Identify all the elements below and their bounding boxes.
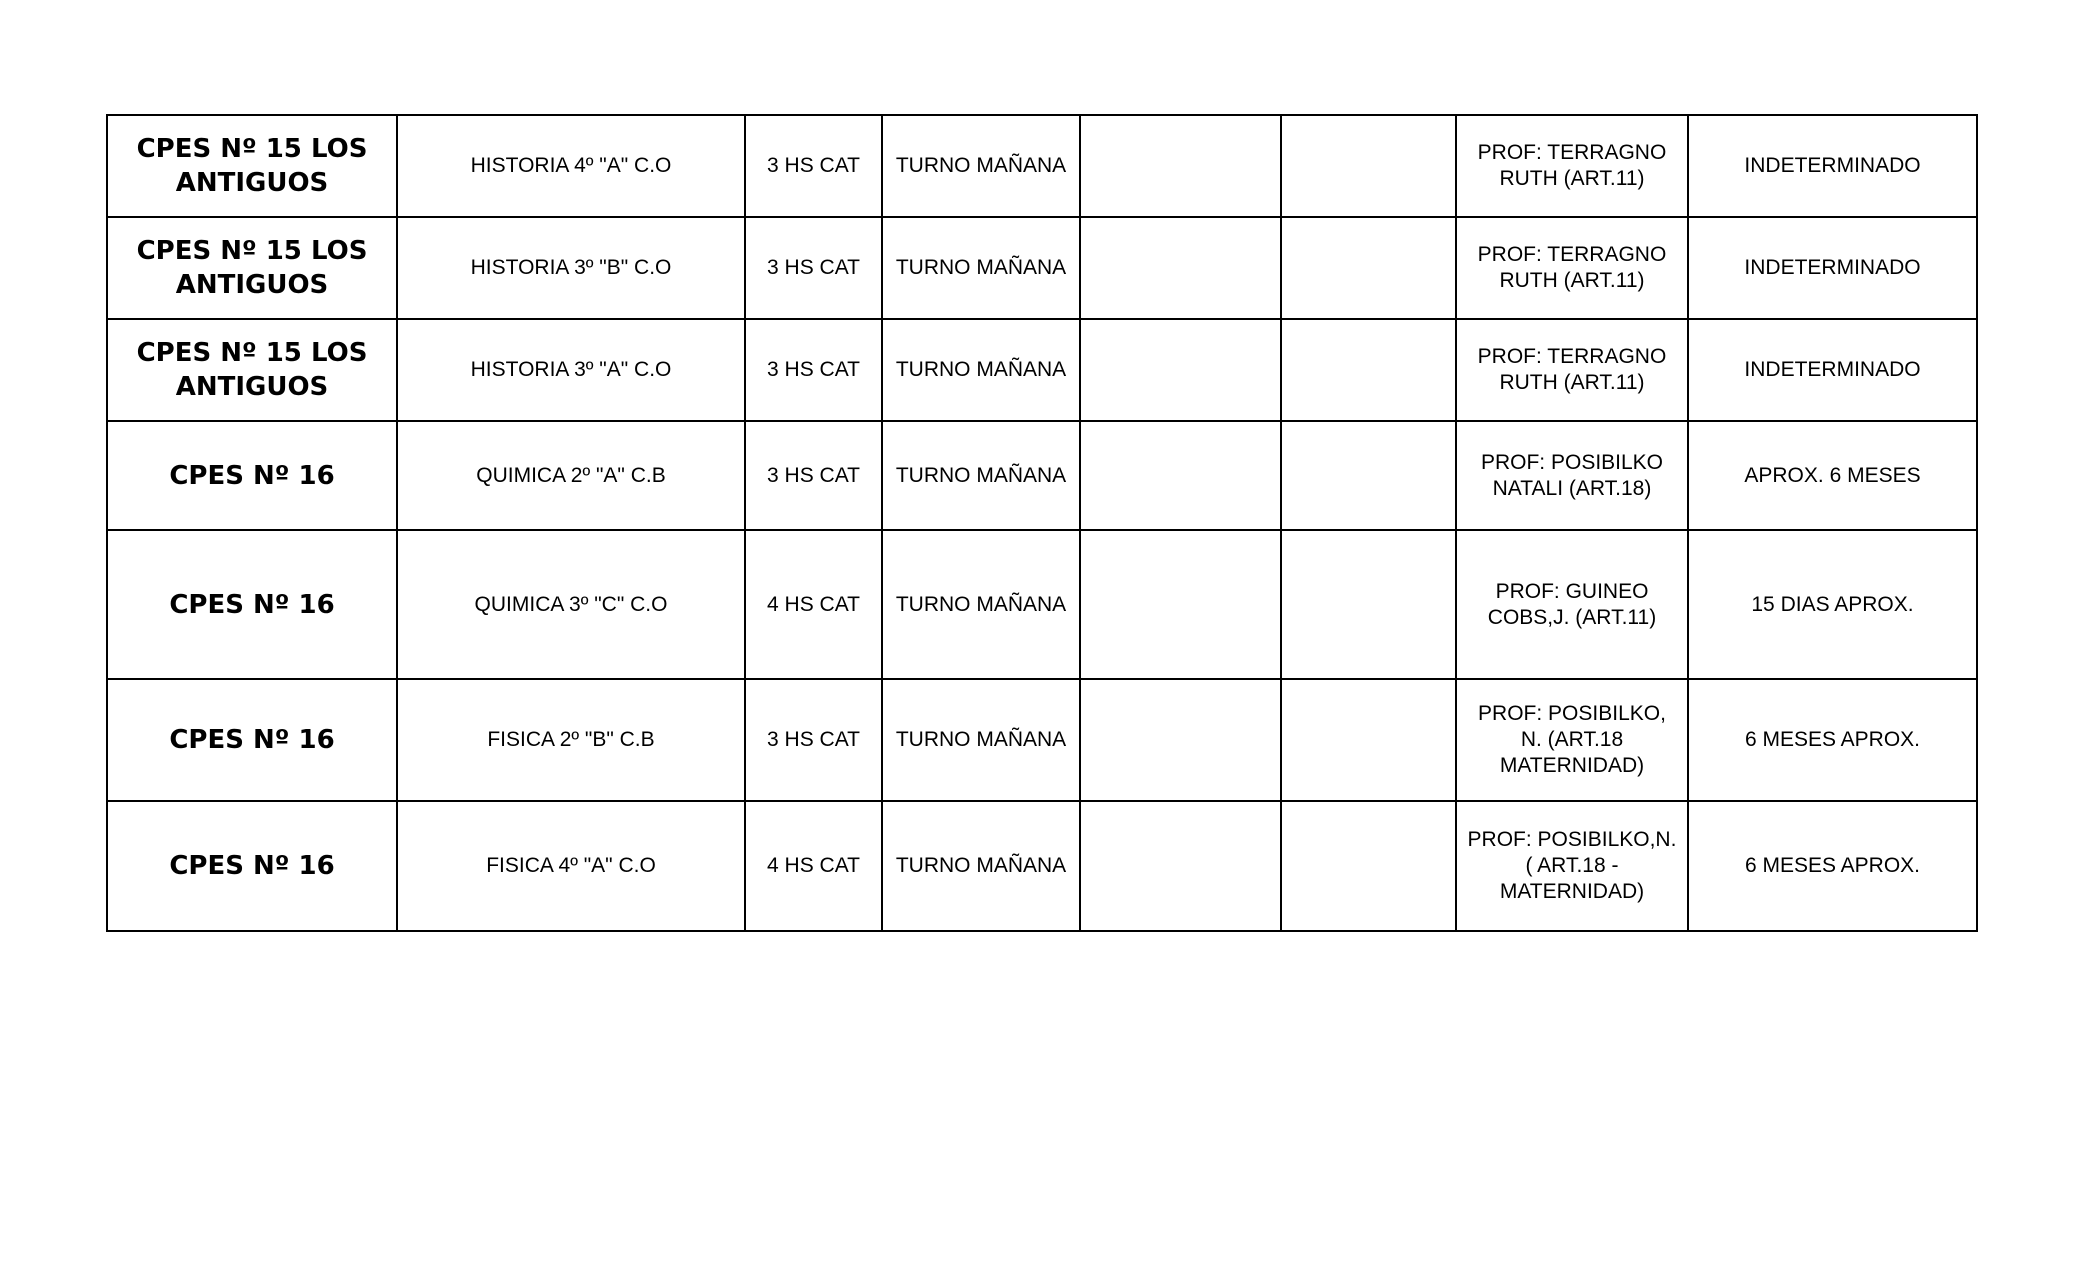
duration-cell: 6 MESES APROX. bbox=[1688, 801, 1977, 931]
empty-cell bbox=[1080, 421, 1281, 530]
school-cell: CPES Nº 16 bbox=[107, 801, 397, 931]
table-row bbox=[107, 530, 1977, 679]
teacher-cell: PROF: POSIBILKO,N. ( ART.18 - MATERNIDAD) bbox=[1456, 801, 1688, 931]
subject-cell: HISTORIA 3º "B" C.O bbox=[397, 217, 745, 319]
empty-cell bbox=[1281, 115, 1456, 217]
table-row bbox=[107, 421, 1977, 530]
duration-cell: 6 MESES APROX. bbox=[1688, 679, 1977, 801]
school-cell: CPES Nº 15 LOS ANTIGUOS bbox=[107, 217, 397, 319]
duration-cell: APROX. 6 MESES bbox=[1688, 421, 1977, 530]
teacher-cell: PROF: GUINEO COBS,J. (ART.11) bbox=[1456, 530, 1688, 679]
teacher-cell: PROF: TERRAGNO RUTH (ART.11) bbox=[1456, 217, 1688, 319]
vacancy-table bbox=[106, 114, 1978, 932]
empty-cell bbox=[1080, 319, 1281, 421]
duration-cell: 15 DIAS APROX. bbox=[1688, 530, 1977, 679]
duration-cell: INDETERMINADO bbox=[1688, 319, 1977, 421]
empty-cell bbox=[1281, 530, 1456, 679]
table-row bbox=[107, 319, 1977, 421]
empty-cell bbox=[1080, 217, 1281, 319]
school-cell: CPES Nº 15 LOS ANTIGUOS bbox=[107, 319, 397, 421]
table-row bbox=[107, 217, 1977, 319]
hours-cell: 3 HS CAT bbox=[745, 421, 882, 530]
empty-cell bbox=[1080, 530, 1281, 679]
shift-cell: TURNO MAÑANA bbox=[882, 421, 1080, 530]
shift-cell: TURNO MAÑANA bbox=[882, 217, 1080, 319]
duration-cell: INDETERMINADO bbox=[1688, 217, 1977, 319]
empty-cell bbox=[1080, 115, 1281, 217]
empty-cell bbox=[1281, 679, 1456, 801]
teacher-cell: PROF: TERRAGNO RUTH (ART.11) bbox=[1456, 319, 1688, 421]
shift-cell: TURNO MAÑANA bbox=[882, 319, 1080, 421]
school-cell: CPES Nº 16 bbox=[107, 679, 397, 801]
school-cell: CPES Nº 15 LOS ANTIGUOS bbox=[107, 115, 397, 217]
hours-cell: 3 HS CAT bbox=[745, 319, 882, 421]
subject-cell: FISICA 4º "A" C.O bbox=[397, 801, 745, 931]
table-row bbox=[107, 115, 1977, 217]
teacher-cell: PROF: TERRAGNO RUTH (ART.11) bbox=[1456, 115, 1688, 217]
school-cell: CPES Nº 16 bbox=[107, 530, 397, 679]
empty-cell bbox=[1281, 217, 1456, 319]
subject-cell: QUIMICA 3º "C" C.O bbox=[397, 530, 745, 679]
shift-cell: TURNO MAÑANA bbox=[882, 530, 1080, 679]
empty-cell bbox=[1080, 801, 1281, 931]
empty-cell bbox=[1281, 801, 1456, 931]
table-row bbox=[107, 801, 1977, 931]
shift-cell: TURNO MAÑANA bbox=[882, 801, 1080, 931]
empty-cell bbox=[1281, 421, 1456, 530]
hours-cell: 3 HS CAT bbox=[745, 679, 882, 801]
subject-cell: FISICA 2º "B" C.B bbox=[397, 679, 745, 801]
shift-cell: TURNO MAÑANA bbox=[882, 679, 1080, 801]
subject-cell: HISTORIA 4º "A" C.O bbox=[397, 115, 745, 217]
subject-cell: QUIMICA 2º "A" C.B bbox=[397, 421, 745, 530]
teacher-cell: PROF: POSIBILKO, N. (ART.18 MATERNIDAD) bbox=[1456, 679, 1688, 801]
shift-cell: TURNO MAÑANA bbox=[882, 115, 1080, 217]
hours-cell: 4 HS CAT bbox=[745, 801, 882, 931]
empty-cell bbox=[1080, 679, 1281, 801]
subject-cell: HISTORIA 3º "A" C.O bbox=[397, 319, 745, 421]
duration-cell: INDETERMINADO bbox=[1688, 115, 1977, 217]
hours-cell: 3 HS CAT bbox=[745, 217, 882, 319]
hours-cell: 3 HS CAT bbox=[745, 115, 882, 217]
teacher-cell: PROF: POSIBILKO NATALI (ART.18) bbox=[1456, 421, 1688, 530]
empty-cell bbox=[1281, 319, 1456, 421]
hours-cell: 4 HS CAT bbox=[745, 530, 882, 679]
table-row bbox=[107, 679, 1977, 801]
school-cell: CPES Nº 16 bbox=[107, 421, 397, 530]
